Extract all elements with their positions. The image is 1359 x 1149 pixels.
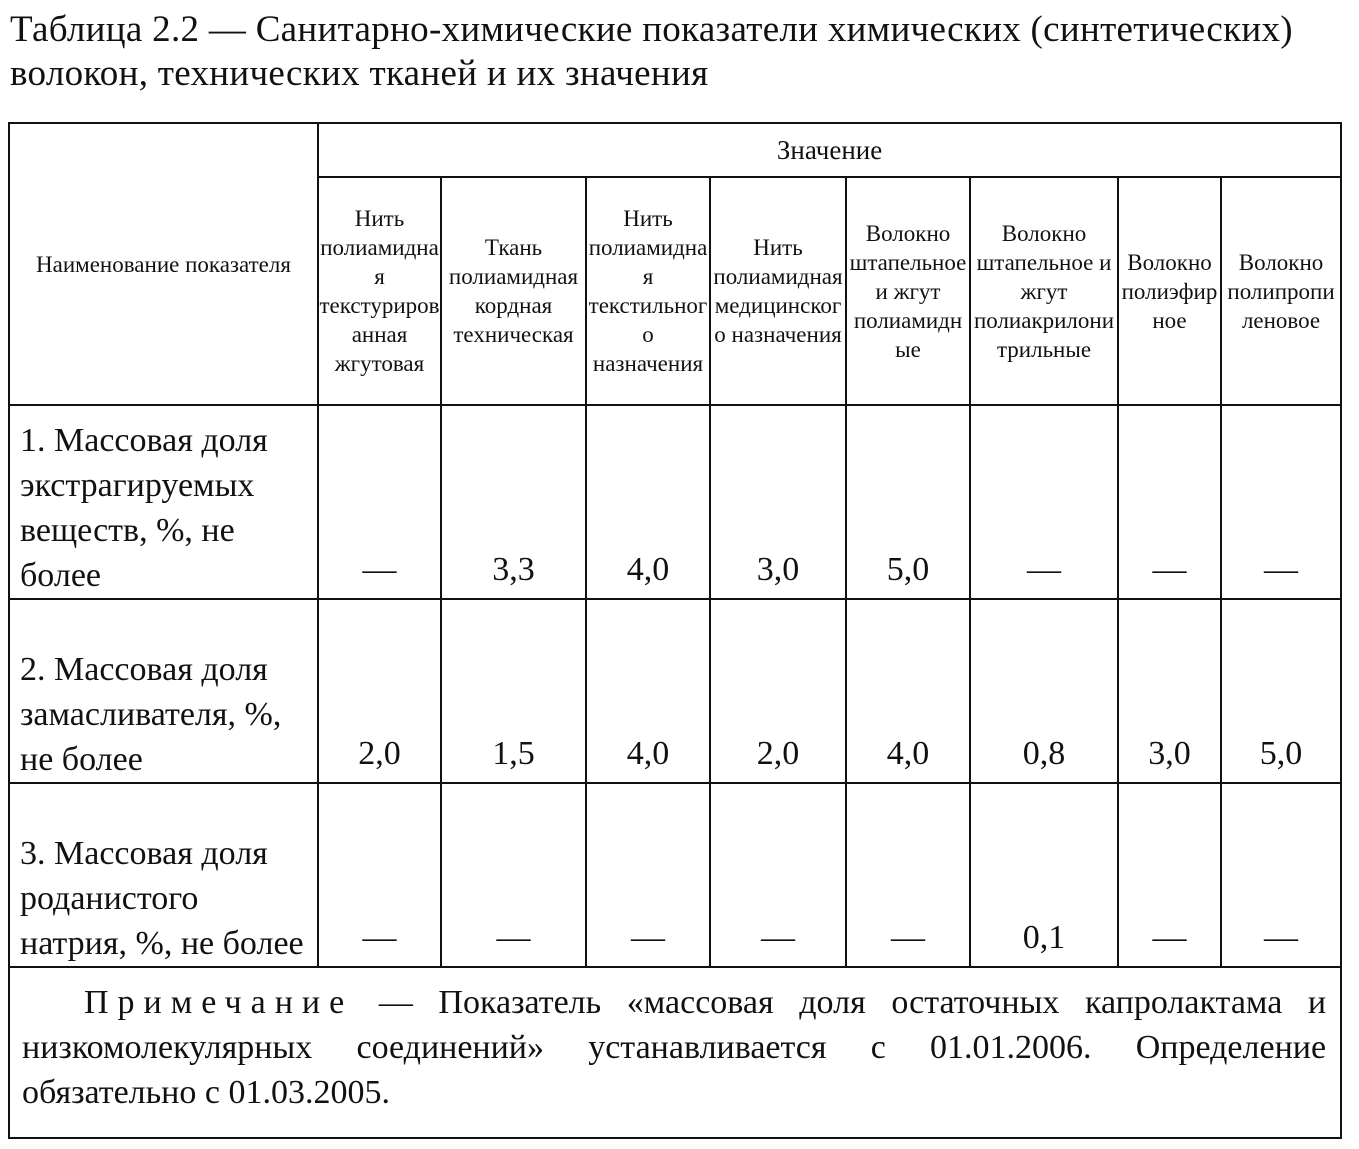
column-header: Волокно полипропиленовое	[1221, 177, 1341, 405]
header-value-group: Значение	[318, 123, 1341, 177]
table-cell: —	[441, 783, 586, 967]
table-cell: —	[710, 783, 846, 967]
table-row	[9, 405, 1341, 599]
column-header: Нить полиамидная медицинского назначения	[710, 177, 846, 405]
table-cell: 4,0	[846, 599, 970, 783]
note-text: — Показатель «массовая доля остаточных капролактама и низкомолекулярных соединений» устанавливается с 01.01.2006. Определение обязательно с 01.03.2005.	[22, 984, 1327, 1111]
column-header: Ткань полиамидная кордная техническая	[441, 177, 586, 405]
table-cell: 0,1	[970, 783, 1118, 967]
indicator-name: 3. Массовая доля роданистого натрия, %, не более	[9, 783, 318, 967]
table-cell: —	[1221, 405, 1341, 599]
table-cell: 0,8	[970, 599, 1118, 783]
table-note	[9, 967, 1341, 1138]
table-cell: —	[1221, 783, 1341, 967]
table-cell: 3,0	[1118, 599, 1221, 783]
table-cell: 2,0	[318, 599, 441, 783]
column-header: Нить полиамидная текстильного назначения	[586, 177, 710, 405]
note-row	[9, 967, 1341, 1138]
table-cell: —	[1118, 405, 1221, 599]
indicator-name: 2. Массовая доля замасливателя, %, не более	[9, 599, 318, 783]
table-cell: —	[846, 783, 970, 967]
table-cell: 3,0	[710, 405, 846, 599]
table-cell: 2,0	[710, 599, 846, 783]
table-cell: 1,5	[441, 599, 586, 783]
table-row	[9, 599, 1341, 783]
column-header: Волокно штапельное и жгут полиакрилонитрильные	[970, 177, 1118, 405]
indicator-name: 1. Массовая доля экстрагируемых веществ, %, не более	[9, 405, 318, 599]
table-caption: Таблица 2.2 — Санитарно-химические показатели химических (синтетических) волокон, технических тканей и их значения	[10, 9, 1293, 94]
table-cell: 5,0	[1221, 599, 1341, 783]
note-label: Примечание	[84, 984, 354, 1021]
column-header: Волокно штапельное и жгут полиамидные	[846, 177, 970, 405]
table-row	[9, 783, 1341, 967]
table-cell: 4,0	[586, 405, 710, 599]
table-cell: 3,3	[441, 405, 586, 599]
table-cell: —	[318, 405, 441, 599]
header-indicator-name: Наименование показателя	[9, 123, 318, 405]
column-header: Нить полиамидная текстурированная жгутовая	[318, 177, 441, 405]
table-cell: 4,0	[586, 599, 710, 783]
table-cell: —	[970, 405, 1118, 599]
table-cell: —	[586, 783, 710, 967]
table-cell: —	[1118, 783, 1221, 967]
sanitary-chemical-table	[8, 122, 1342, 1139]
table-cell: 5,0	[846, 405, 970, 599]
table-cell: —	[318, 783, 441, 967]
column-header: Волокно полиэфирное	[1118, 177, 1221, 405]
